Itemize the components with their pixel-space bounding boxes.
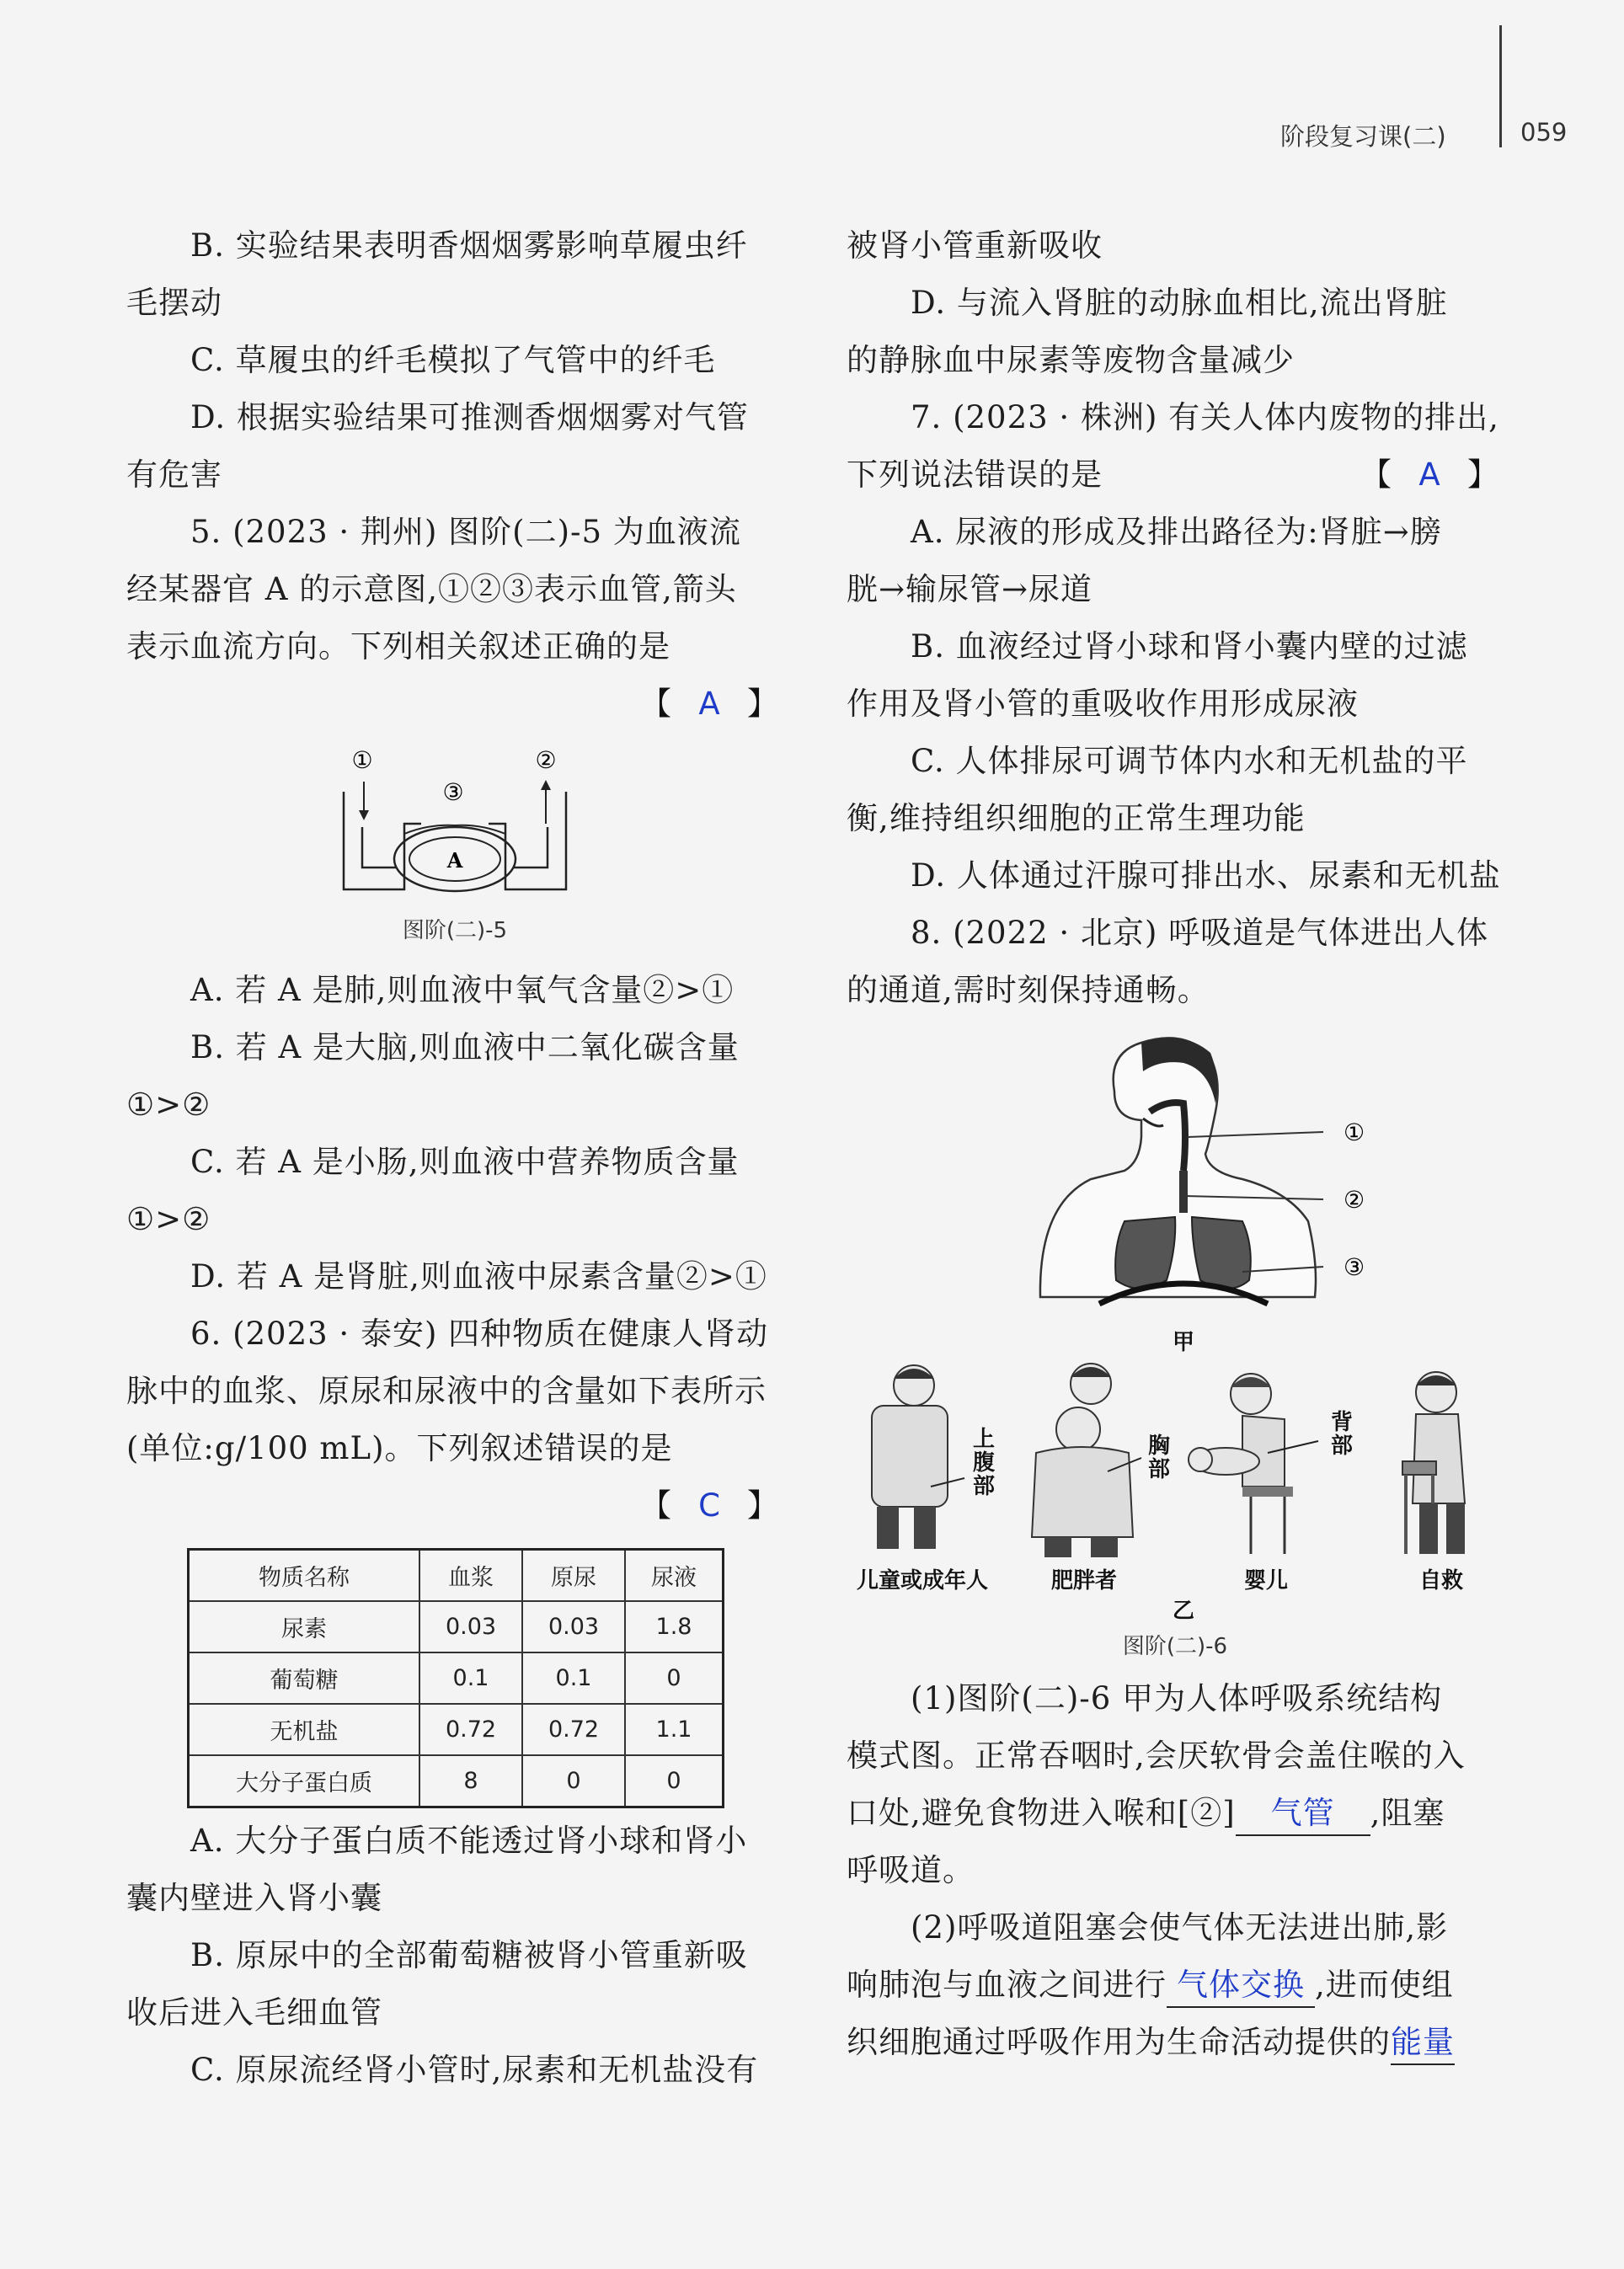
vessel-label-2: ② — [535, 746, 557, 774]
question-line: 毛摆动 — [126, 285, 222, 321]
part-label-back-1: 背 — [1331, 1410, 1354, 1435]
table-row — [189, 1704, 724, 1755]
q8-part2: (2)呼吸道阻塞会使气体无法进出肺,影 — [911, 1909, 1449, 1946]
section-title: 阶段复习课(二) — [1280, 122, 1446, 151]
table-header-row — [189, 1550, 724, 1602]
q5-option: ①>② — [126, 1086, 211, 1123]
figure-caption: 图阶(二)-6 — [1122, 1634, 1228, 1659]
q6-option: 囊内壁进入肾小囊 — [126, 1880, 382, 1916]
table-row — [189, 1755, 724, 1807]
q5-option: A. 若 A 是肺,则血液中氧气含量②>① — [190, 972, 735, 1008]
table-cell: 0.72 — [522, 1704, 625, 1755]
q8-part2-text: 响肺泡与血液之间进行 — [847, 1967, 1167, 2003]
header-divider — [1499, 25, 1502, 147]
table-cell: 1.1 — [625, 1704, 724, 1755]
answer-gas-exchange: 气体交换 — [1167, 1964, 1315, 2008]
respiratory-diagram — [847, 1019, 1504, 1360]
q6-stem: (单位:g/100 mL)。下列叙述错误的是 — [126, 1430, 673, 1466]
q7-option: D. 人体通过汗腺可排出水、尿素和无机盐 — [911, 857, 1501, 894]
answer-energy: 能量 — [1391, 2021, 1455, 2065]
scene-label-infant: 婴儿 — [1243, 1568, 1289, 1594]
table-cell: 无机盐 — [189, 1704, 420, 1755]
table-header: 尿液 — [625, 1550, 724, 1602]
q7-option: A. 尿液的形成及排出路径为:肾脏→膀 — [911, 514, 1442, 550]
q6-option: B. 原尿中的全部葡萄糖被肾小管重新吸 — [190, 1937, 748, 1973]
part-label-abdomen-3: 部 — [973, 1474, 996, 1499]
q5-answer-box: 【 A 】 — [126, 675, 783, 733]
q5-stem: 5. (2023 · 荆州) 图阶(二)-5 为血液流 — [190, 514, 741, 550]
vessel-label-1: ① — [351, 746, 373, 774]
table-header: 物质名称 — [189, 1550, 420, 1602]
figure-blood-flow — [126, 733, 783, 910]
q6-option: 收后进入毛细血管 — [126, 1994, 382, 2031]
page-number: 059 — [1520, 118, 1568, 147]
table-cell: 0.03 — [522, 1601, 625, 1652]
q7-option: C. 人体排尿可调节体内水和无机盐的平 — [911, 743, 1468, 779]
figure-respiratory-system — [847, 1019, 1504, 1360]
part-label-back-2: 部 — [1331, 1433, 1354, 1459]
table-row — [189, 1601, 724, 1652]
blood-flow-diagram — [126, 733, 783, 910]
table-cell: 0.72 — [419, 1704, 522, 1755]
table-row — [189, 1652, 724, 1704]
q6-option: A. 大分子蛋白质不能透过肾小球和肾小 — [190, 1823, 748, 1859]
question-line: B. 实验结果表明香烟烟雾影响草履虫纤 — [190, 227, 748, 264]
table-cell: 0.1 — [522, 1652, 625, 1704]
part-label-abdomen-2: 腹 — [973, 1450, 996, 1476]
q6-option: D. 与流入肾脏的动脉血相比,流出肾脏 — [911, 285, 1448, 321]
label-1: ① — [1344, 1118, 1365, 1146]
q7-stem-row — [847, 446, 1504, 504]
figure-caption: 图阶(二)-5 — [402, 918, 508, 943]
table-cell: 0 — [625, 1755, 724, 1807]
vessel-label-3: ③ — [442, 778, 464, 806]
scene-label-child-adult: 儿童或成年人 — [856, 1568, 989, 1594]
part-label-chest-2: 部 — [1148, 1457, 1171, 1482]
q6-answer-box: 【 C 】 — [126, 1477, 783, 1535]
label-3: ③ — [1344, 1253, 1365, 1281]
subfigure-label-b: 乙 — [1172, 1599, 1195, 1621]
table-wrapper — [126, 1535, 783, 1813]
q6-continued: 被肾小管重新吸收 — [847, 227, 1103, 264]
q7-option: 胱→输尿管→尿道 — [847, 571, 1093, 607]
q6-option: 的静脉血中尿素等废物含量减少 — [847, 342, 1295, 378]
scene-label-self-rescue: 自救 — [1418, 1568, 1464, 1594]
q8-part2-blank-line — [847, 1957, 1504, 2014]
table-cell: 0 — [625, 1652, 724, 1704]
q7-answer: A — [1418, 456, 1440, 493]
question-line: 有危害 — [126, 456, 222, 493]
q6-stem: 6. (2023 · 泰安) 四种物质在健康人肾动 — [190, 1316, 769, 1352]
q7-answer-box: 【 A 】 — [1360, 446, 1504, 504]
table-cell: 0 — [522, 1755, 625, 1807]
q8-part2-text: 织细胞通过呼吸作用为生命活动提供的 — [847, 2024, 1391, 2060]
figure-heimlich-scenes — [847, 1360, 1504, 1621]
q8-part2-blank-line — [847, 2014, 1504, 2071]
q5-option: B. 若 A 是大脑,则血液中二氧化碳含量 — [190, 1029, 740, 1065]
q5-option: ①>② — [126, 1201, 211, 1237]
q8-stem: 的通道,需时刻保持通畅。 — [847, 972, 1210, 1008]
q7-stem: 下列说法错误的是 — [847, 456, 1103, 493]
q7-option: B. 血液经过肾小球和肾小囊内壁的过滤 — [911, 628, 1468, 665]
table-cell: 0.03 — [419, 1601, 522, 1652]
subfigure-label-a: 甲 — [1172, 1330, 1195, 1355]
table-header: 原尿 — [522, 1550, 625, 1602]
q5-answer: A — [698, 686, 720, 722]
left-column — [126, 217, 783, 2099]
q5-stem: 经某器官 A 的示意图,①②③表示血管,箭头 — [126, 571, 737, 607]
organ-label: A — [446, 848, 463, 873]
heimlich-diagram — [847, 1360, 1504, 1621]
q7-option: 衡,维持组织细胞的正常生理功能 — [847, 800, 1306, 836]
q8-part1: 呼吸道。 — [847, 1852, 975, 1888]
question-line: C. 草履虫的纤毛模拟了气管中的纤毛 — [190, 342, 716, 378]
table-cell: 大分子蛋白质 — [189, 1755, 420, 1807]
part-label-chest-1: 胸 — [1148, 1433, 1171, 1459]
substance-table — [187, 1548, 724, 1808]
q8-part1-blank-line — [847, 1785, 1504, 1842]
q7-option: 作用及肾小管的重吸收作用形成尿液 — [847, 686, 1359, 722]
q8-part1: 模式图。正常吞咽时,会厌软骨会盖住喉的入 — [847, 1738, 1466, 1774]
q8-stem: 8. (2022 · 北京) 呼吸道是气体进出人体 — [911, 915, 1489, 951]
label-2: ② — [1344, 1186, 1365, 1214]
table-cell: 8 — [419, 1755, 522, 1807]
question-line: D. 根据实验结果可推测香烟烟雾对气管 — [190, 399, 749, 435]
q8-part1-text: ,阻塞 — [1370, 1795, 1445, 1831]
table-header: 血浆 — [419, 1550, 522, 1602]
right-column — [847, 217, 1504, 2071]
q8-part1: (1)图阶(二)-6 甲为人体呼吸系统结构 — [911, 1680, 1443, 1716]
table-cell: 尿素 — [189, 1601, 420, 1652]
table-cell: 0.1 — [419, 1652, 522, 1704]
part-label-abdomen-1: 上 — [973, 1427, 996, 1452]
q6-stem: 脉中的血浆、原尿和尿液中的含量如下表所示 — [126, 1373, 767, 1409]
q5-stem: 表示血流方向。下列相关叙述正确的是 — [126, 628, 670, 665]
answer-trachea: 气管 — [1236, 1792, 1370, 1836]
q5-option: D. 若 A 是肾脏,则血液中尿素含量②>① — [190, 1258, 767, 1295]
q6-answer: C — [698, 1487, 720, 1524]
q8-part2-text: ,进而使组 — [1315, 1967, 1454, 2003]
q8-part1-text: 口处,避免食物进入喉和[②] — [847, 1795, 1236, 1831]
table-cell: 1.8 — [625, 1601, 724, 1652]
table-cell: 葡萄糖 — [189, 1652, 420, 1704]
q6-option: C. 原尿流经肾小管时,尿素和无机盐没有 — [190, 2052, 759, 2088]
scene-label-obese: 肥胖者 — [1050, 1568, 1118, 1594]
q5-option: C. 若 A 是小肠,则血液中营养物质含量 — [190, 1144, 740, 1180]
q7-stem: 7. (2023 · 株洲) 有关人体内废物的排出, — [911, 399, 1499, 435]
